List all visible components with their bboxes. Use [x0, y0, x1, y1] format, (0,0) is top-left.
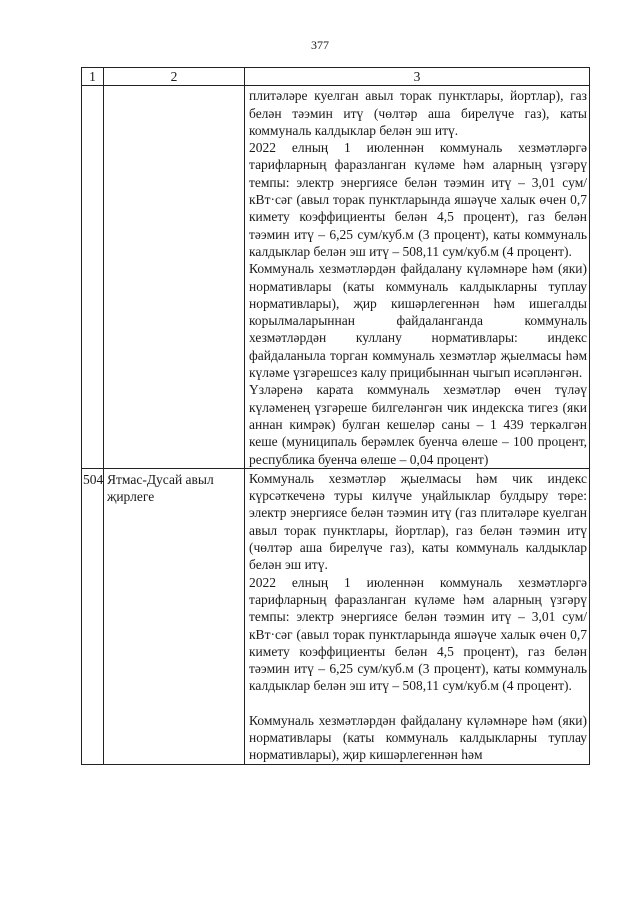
table-row [82, 468, 590, 764]
header-col-2: 2 [104, 68, 245, 86]
row-number: 504 [82, 468, 104, 764]
header-col-3: 3 [245, 68, 590, 86]
settlement-name [104, 86, 245, 469]
header-col-1: 1 [82, 68, 104, 86]
paragraph: Коммуналь хезмәтләрдән файдалану күләмнәре һәм (яки) нормативлары (каты коммуналь калдыкларны туплау нормативлары), җир кишәрлегеннән һәм [249, 712, 587, 763]
description-cell [245, 86, 590, 469]
paragraph: Коммуналь хезмәтләр җыелмасы һәм чик индекс күрсәткеченә туры килүче уңайлыклар булдыру төре: электр энергиясе белән тәэмин итү (газ плитәләре куелган авыл торак пунктлары, йортлар), газ белән тәэмин итү (чөлтәр аша бирелүче газ), каты коммуналь калдыклар белән эш итү. [249, 470, 587, 573]
page-number: 377 [311, 38, 329, 52]
table-header-row [82, 68, 590, 86]
paragraph: 2022 елның 1 июленнән коммуналь хезмәтләргә тарифларның фаразланган күләме һәм аларның үзгәрү темпы: электр энергиясе белән тәэмин итү – 3,01 сум/кВт·сәг (авыл торак пунктларында яшәүче халык өчен 0,7 кимету коэффициенты белән 4,5 процент), газ белән тәэмин итү – 6,25 сум/куб.м (3 процент), каты коммуналь калдыклар белән эш итү – 508,11 сум/куб.м (4 процент). [249, 140, 587, 259]
paragraph: 2022 елның 1 июленнән коммуналь хезмәтләргә тарифларның фаразланган күләме һәм аларның үзгәрү темпы: электр энергиясе белән тәэмин итү – 3,01 сум/кВт·сәг (авыл торак пунктларында яшәүче халык өчен 0,7 кимету коэффициенты белән 4,5 процент), газ белән тәэмин итү – 6,25 сум/куб.м (3 процент), каты коммуналь калдыклар белән эш итү – 508,11 сум/куб.м (4 процент). [249, 574, 587, 694]
settlement-name: Ятмас-Дусай авыл җирлеге [104, 468, 245, 764]
paragraph-gap [249, 695, 587, 712]
paragraph: Үзләренә карата коммуналь хезмәтләр өчен түләү күләменең үзгәреше билгеләнгән чик индекска тигез (яки аннан кимрәк) булган кешеләр саны – 1 439 теркәлгән кеше (муниципаль берәмлек буенча өлеше – 100 процент, республика буенча өлеше – 0,04 процент) [249, 382, 587, 467]
paragraph: Коммуналь хезмәтләрдән файдалану күләмнәре һәм (яки) нормативлары (каты коммуналь калдыкларны туплау нормативлары), җир кишәрлегеннән һәм ишегалды корылмаларыннан файдаланганда коммуналь хезмәтләрдән куллану нормативлары: индекс файдаланыла торган коммуналь хезмәтләр җыелмасы һәм күләме үзгәрешсез калу прицибыннан чыгып исәпләнгән. [249, 261, 587, 381]
paragraph: плитәләре куелган авыл торак пунктлары, йортлар), газ белән тәэмин итү (чөлтәр аша бирелүче газ), каты коммуналь калдыклар белән эш итү. [249, 88, 587, 138]
document-table [81, 67, 590, 765]
description-cell [245, 468, 590, 764]
table-row [82, 86, 590, 469]
row-number [82, 86, 104, 469]
